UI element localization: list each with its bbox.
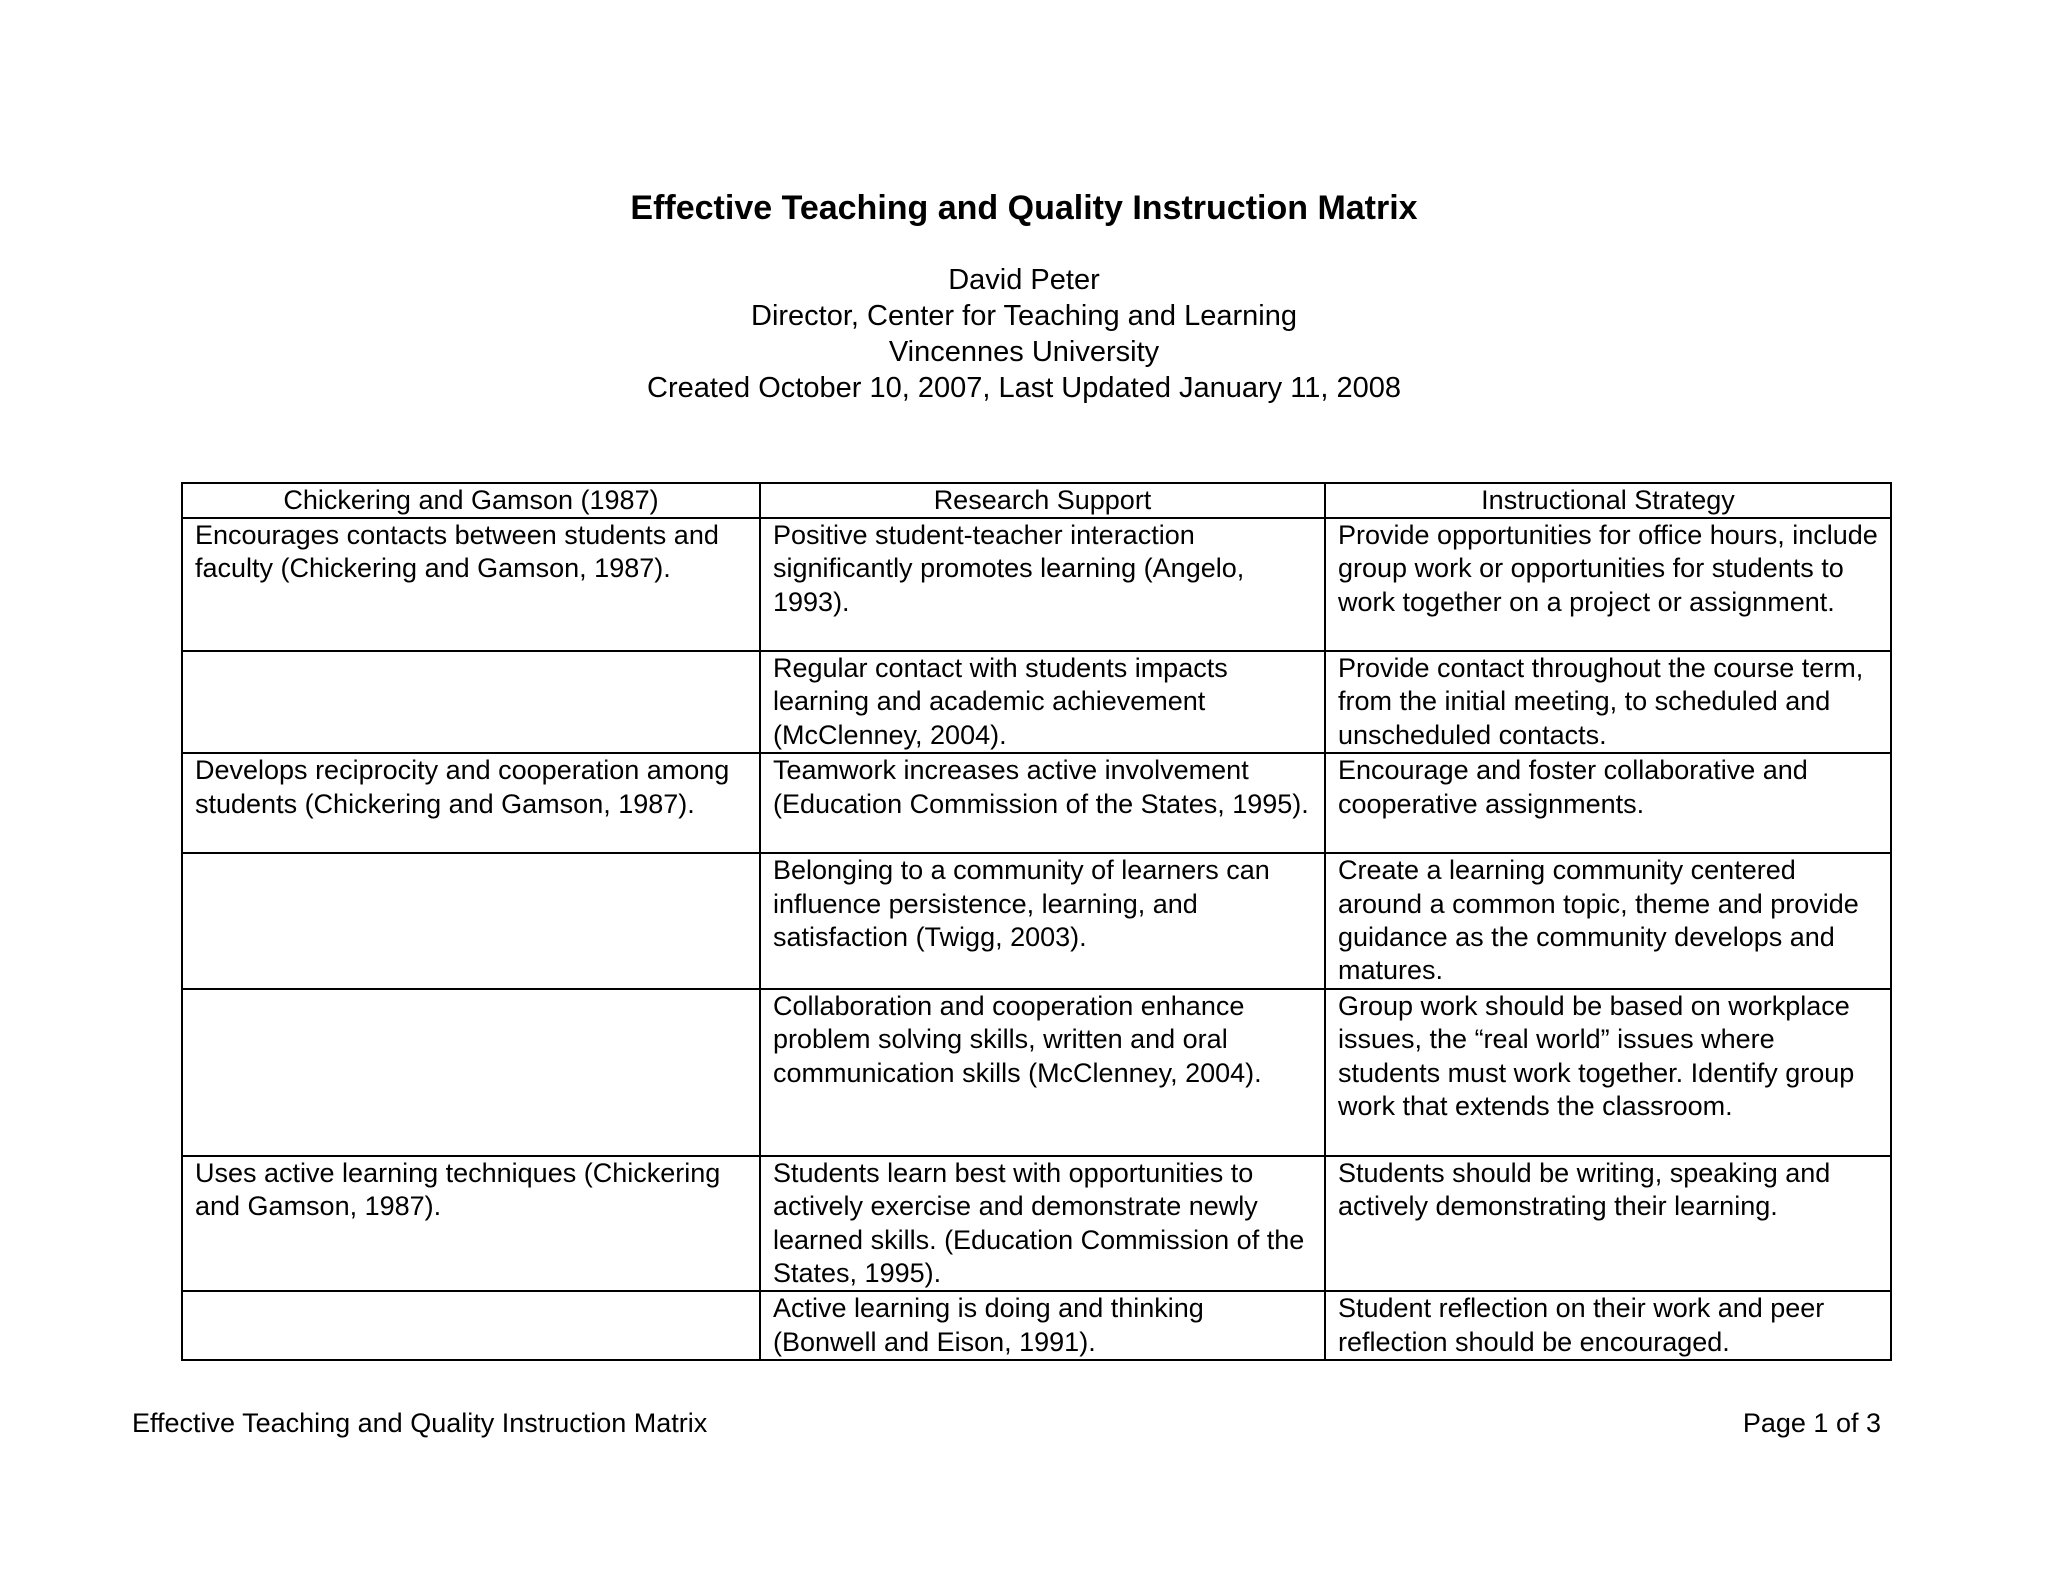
instructional-strategy-cell: Provide contact throughout the course term, from the initial meeting, to scheduled and unscheduled contacts. [1325, 651, 1891, 753]
table-row [182, 518, 1891, 651]
table-row [182, 989, 1891, 1156]
instructional-strategy-cell: Group work should be based on workplace issues, the “real world” issues where students must work together. Identify group work that extends the classroom. [1325, 989, 1891, 1156]
instruction-matrix-table [181, 482, 1892, 1361]
principle-cell [182, 651, 760, 753]
document-dates: Created October 10, 2007, Last Updated January 11, 2008 [647, 372, 1401, 404]
table-row [182, 853, 1891, 989]
instructional-strategy-cell: Create a learning community centered around a common topic, theme and provide guidance as the community develops and matures. [1325, 853, 1891, 989]
principle-cell [182, 1291, 760, 1360]
column-header-research-support: Research Support [760, 483, 1325, 518]
footer-document-title: Effective Teaching and Quality Instruction Matrix [132, 1408, 708, 1438]
table-header-row [182, 483, 1891, 518]
author-name: David Peter [948, 264, 1100, 296]
table-row [182, 1291, 1891, 1360]
research-support-cell: Collaboration and cooperation enhance problem solving skills, written and oral communication skills (McClenney, 2004). [760, 989, 1325, 1156]
research-support-cell: Regular contact with students impacts learning and academic achievement (McClenney, 2004). [760, 651, 1325, 753]
table-row [182, 1156, 1891, 1292]
instructional-strategy-cell: Provide opportunities for office hours, include group work or opportunities for students to work together on a project or assignment. [1325, 518, 1891, 651]
document-meta [0, 262, 2048, 406]
column-header-instructional-strategy: Instructional Strategy [1325, 483, 1891, 518]
research-support-cell: Active learning is doing and thinking (Bonwell and Eison, 1991). [760, 1291, 1325, 1360]
footer-page-number: Page 1 of 3 [1742, 1408, 1881, 1438]
institution-name: Vincennes University [888, 336, 1160, 368]
instructional-strategy-cell: Student reflection on their work and peer reflection should be encouraged. [1325, 1291, 1891, 1360]
column-header-chickering-gamson: Chickering and Gamson (1987) [182, 483, 760, 518]
principle-cell: Develops reciprocity and cooperation among students (Chickering and Gamson, 1987). [182, 753, 760, 853]
document-title: Effective Teaching and Quality Instruction Matrix [630, 189, 1418, 227]
instructional-strategy-cell: Students should be writing, speaking and actively demonstrating their learning. [1325, 1156, 1891, 1292]
research-support-cell: Teamwork increases active involvement (Education Commission of the States, 1995). [760, 753, 1325, 853]
principle-cell [182, 853, 760, 989]
table-row [182, 753, 1891, 853]
principle-cell: Encourages contacts between students and faculty (Chickering and Gamson, 1987). [182, 518, 760, 651]
instructional-strategy-cell: Encourage and foster collaborative and cooperative assignments. [1325, 753, 1891, 853]
research-support-cell: Positive student-teacher interaction significantly promotes learning (Angelo, 1993). [760, 518, 1325, 651]
table-row [182, 651, 1891, 753]
author-position: Director, Center for Teaching and Learning [751, 300, 1297, 332]
research-support-cell: Belonging to a community of learners can influence persistence, learning, and satisfaction (Twigg, 2003). [760, 853, 1325, 989]
research-support-cell: Students learn best with opportunities to actively exercise and demonstrate newly learned skills. (Education Commission of the States, 1995). [760, 1156, 1325, 1292]
principle-cell: Uses active learning techniques (Chickering and Gamson, 1987). [182, 1156, 760, 1292]
principle-cell [182, 989, 760, 1156]
